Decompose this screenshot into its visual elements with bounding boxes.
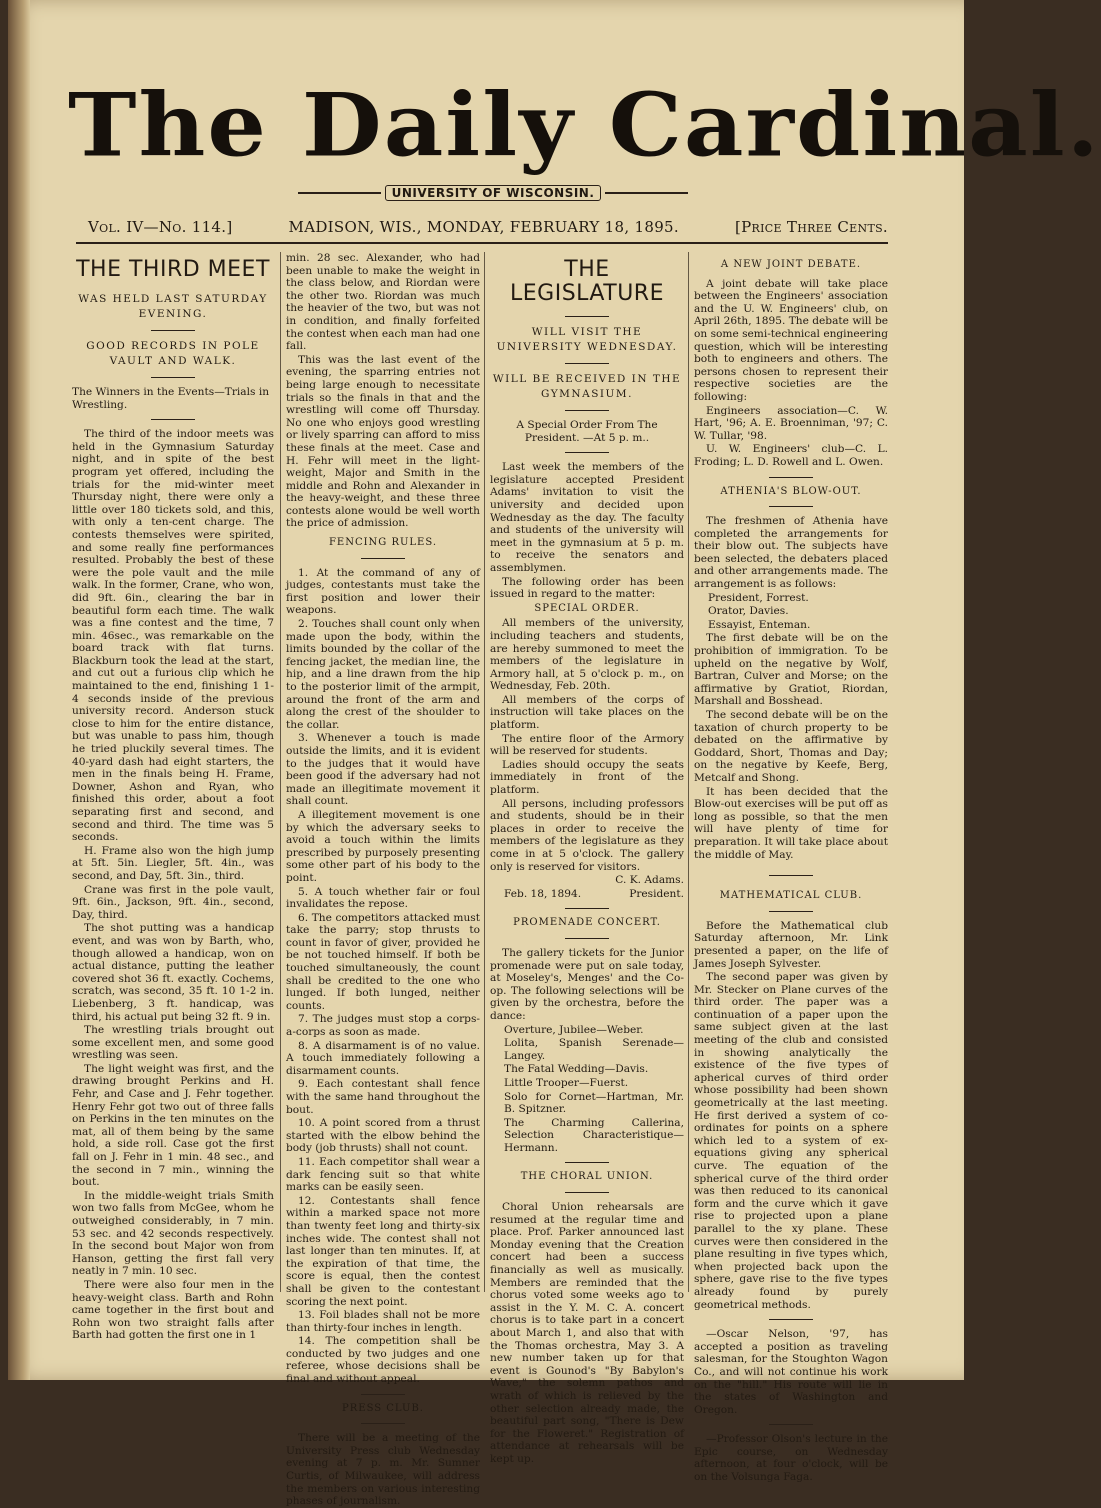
rule-item: 12. Contestants shall fence within a marked space not more than twenty feet long and thirty-six inches wide. The contest shall not last longer than ten minutes. If, at the expiration of that time, the score is equal, then the contest shall be given to the contestant scoring the next point. — [286, 1194, 480, 1308]
price: [Price Three Cents. — [735, 218, 888, 236]
headline-legislature: THE LEGISLATURE — [510, 257, 664, 306]
article-paragraph: Crane was first in the pole vault, 9ft. 6in., Jackson, 9ft. 4in., second, Day, third. — [72, 883, 274, 921]
deck: WILL VISIT THE UNIVERSITY WEDNESDAY. — [496, 326, 678, 353]
divider — [565, 452, 609, 453]
article-paragraph: The second paper was given by Mr. Stecker on Plane curves of the third order. The paper was a continuation of a paper upon the same subject given at the last meeting of the club and consisted in showing analytically the existence of the five types of apherical curves of third order whose possibility had been shown geometrically at the last meeting. He first derived a system of co-ordinates for points on a sphere which led to a system of ex-equations giving any spherical curve. The equation of the spherical curve of the third order was then reduced to its canonical form and the curve which it gave rise to projected upon a plane parallel to the xy plane. These curves were then considered in the plane resulting in five types which, when projected back upon the sphere, gave rise to the five types already found by purely geometrical methods. — [694, 971, 888, 1311]
article-paragraph: The third of the indoor meets was held in the Gymnasium Saturday night, and in spite of the best program yet offered, including the trials for the mid-winter meet Thursday night, there were only a little over 180 tickets sold, and this, with only a ten-cent charge. The contests themselves were spirited, and some really fine performances resulted. Probably the best of these were the pole vault and the mile walk. In the former, Crane, who won, did 9ft. 6in., clearing the bar in beautiful form each time. The walk was a fine contest and the time, 7 min. 46sec., was remarkable on the board track with flat turns. Blackburn took the lead at the start, and cut out a furious clip which he maintained to the end, finishing 1 1-4 seconds inside of the previous university record. Anderson stuck close to him for the entire distance, but was unable to pass him, though he tried pluckily several times. The 40-yard dash had eight starters, the men in the finals being H. Frame, Downer, Ashon and Ryan, who finished this order, about a foot separating first and second, and second and third. The time was 5 seconds. — [72, 428, 274, 844]
athenia-heading: ATHENIA'S BLOW-OUT. — [720, 485, 862, 497]
article-paragraph: Choral Union rehearsals are resumed at the regular time and place. Prof. Parker announced last Monday evening that the Creation concert had been a success financially as well as musically. Members are reminded that the chorus voted some weeks ago to assist in the Y. M. C. A. concert chorus is to take part in a concert about March 1, and also that with the Thomas orchestra, May 3. A new number taken up for that event is Gounod's "By Babylon's Wave," the solemn pathos and wrath of which is relieved by the other selection already made, the beautiful part song, "There is Dew for the Floweret." Registration of attendance at rehearsals will be kept up. — [490, 1201, 684, 1465]
divider — [361, 558, 405, 559]
program-item: Overture, Jubilee—Weber. — [504, 1023, 644, 1036]
divider — [361, 1423, 405, 1424]
choral-union-heading: THE CHORAL UNION. — [520, 1171, 654, 1183]
joint-debate-heading: A NEW JOINT DEBATE. — [720, 259, 862, 270]
divider — [565, 363, 609, 364]
article-paragraph: The first debate will be on the prohibition of immigration. To be upheld on the negative by Wolf, Bartran, Culver and Morse; on the affirmative by Gratiot, Riordan, Marshall and Bosshead. — [694, 632, 888, 708]
special-order-heading: SPECIAL ORDER. — [534, 602, 640, 614]
deck: GOOD RECORDS IN POLE VAULT AND WALK. — [86, 340, 260, 367]
column-1 — [72, 252, 274, 1342]
article-paragraph: The second debate will be on the taxation of church property to be debated on the affirmative by Goddard, Short, Thomas and Day; on the negative by Keefe, Berg, Metcalf and Shong. — [694, 709, 888, 784]
article-paragraph: The entire floor of the Armory will be reserved for students. — [490, 732, 684, 758]
news-item: —Professor Olson's lecture in the Epic course, on Wednesday afternoon, at four o'clock, will be on the Volsunga Faga. — [694, 1433, 888, 1484]
article-paragraph: min. 28 sec. Alexander, who had been unable to make the weight in the class below, and Riordan were the other two. Riordan was much the heavier of the two, but was not in condition, and finally forfeited the contest when each man had one fall. — [286, 252, 480, 353]
column-rule — [688, 252, 689, 1292]
article-paragraph: In the middle-weight trials Smith won two falls from McGee, whom he outweighed considerably, in 7 min. 53 sec. and 42 seconds respectively. In the second bout Major won from Hanson, getting the first fall very neatly in 7 min. 10 sec. — [72, 1189, 274, 1278]
program-item: The Fatal Wedding—Davis. — [504, 1063, 649, 1076]
divider — [769, 911, 813, 912]
divider — [565, 938, 609, 939]
article-paragraph: The light weight was first, and the drawing brought Perkins and H. Fehr, and Case and J. Fehr together. Henry Fehr got two out of three falls on Perkins in the ten minutes on the mat, all of them being by the same hold, a side roll. Case got the first fall on J. Fehr in 1 min. 48 sec., and the second in 7 min., winning the bout. — [72, 1062, 274, 1189]
list-item: Orator, Davies. — [708, 605, 789, 618]
signature: C. K. Adams. — [615, 874, 684, 887]
signature-line — [490, 888, 684, 901]
divider — [565, 316, 609, 317]
article-paragraph: Engineers association—C. W. Hart, '96; A. E. Broenniman, '97; C. W. Tullar, '98. — [694, 404, 888, 442]
dateline — [88, 214, 888, 240]
rule-item: 6. The competitors attacked must take the parry; stop thrusts to count in favor of giver, provided he be not touched himself. If both be touched simultaneously, the count shall be credited to the one who lunged. If both lunged, neither counts. — [286, 911, 480, 1012]
rule-item: 3. Whenever a touch is made outside the limits, and it is evident to the judges that it would have been good if the adversary had not made an illegitimate movement it shall count. — [286, 732, 480, 808]
signature-date: Feb. 18, 1894. — [504, 887, 582, 900]
binding-spine — [8, 0, 30, 1380]
deck-summary: The Winners in the Events—Trials in Wrestling. — [72, 386, 270, 411]
article-paragraph: It has been decided that the Blow-out exercises will be put off as long as possible, so that the men will have plenty of time for preparation. It will take place about the middle of May. — [694, 785, 888, 861]
deck-summary: A Special Order From The President. —At 5 p. m.. — [516, 419, 658, 444]
banner-rule-left — [298, 192, 381, 194]
mathematical-club-heading: MATHEMATICAL CLUB. — [719, 890, 863, 902]
deck: WILL BE RECEIVED IN THE GYMNASIUM. — [492, 373, 682, 400]
headline-third-meet: THE THIRD MEET — [76, 257, 270, 282]
signature-title: President. — [629, 887, 684, 900]
divider — [565, 908, 609, 909]
rule-item: 8. A disarmament is of no value. A touch immediately following a disarmament counts. — [286, 1039, 480, 1077]
divider — [151, 330, 195, 331]
program-item: Lolita, Spanish Serenade—Langey. — [504, 1037, 684, 1062]
rule-item: 2. Touches shall count only when made upon the body, within the limits bounded by the collar of the fencing jacket, the median line, the hip, and a line drawn from the hip to the posterior limit of the armpit, around the front of the arm and along the crest of the shoulder to the collar. — [286, 618, 480, 731]
column-3 — [490, 252, 684, 1465]
rule-item: 9. Each contestant shall fence with the same hand throughout the bout. — [286, 1078, 480, 1116]
column-rule — [484, 252, 485, 1292]
list-item: Essayist, Enteman. — [708, 618, 811, 631]
press-club-heading: PRESS CLUB. — [342, 1402, 424, 1414]
divider — [769, 1424, 813, 1425]
article-paragraph: The following order has been issued in regard to the matter: — [490, 575, 684, 601]
divider — [769, 875, 813, 876]
article-paragraph: All persons, including professors and students, should be in their places in order to receive the members of the legislature as they come in at 5 o'clock. The gallery only is reserved for visitors. — [490, 797, 684, 873]
fencing-rules-heading: FENCING RULES. — [328, 537, 438, 549]
article-paragraph: Before the Mathematical club Saturday afternoon, Mr. Link presented a paper, on the life of James Joseph Sylvester. — [694, 919, 888, 970]
article-paragraph: All members of the university, including teachers and students, are hereby summoned to meet the members of the legislature in Armory hall, at 5 o'clock p. m., on Wednesday, Feb. 20th. — [490, 617, 684, 693]
divider — [565, 1192, 609, 1193]
article-paragraph: This was the last event of the evening, the sparring entries not being large enough to necessitate trials so the finals in that and the wrestling will come off Thursday. No one who enjoys good wrestling or lively sparring can afford to miss these finals at the meet. Case and H. Fehr will meet in the light-weight, Major and Smith in the middle and Rohn and Alexander in the heavy-weight, and these three contests alone would be well worth the price of admission. — [286, 353, 480, 530]
article-paragraph: A joint debate will take place between the Engineers' association and the U. W. Engineers' club, on April 26th, 1895. The debate will be on some semi-technical engineering question, which will be interesting both to engineers and others. The persons chosen to represent their respective societies are the following: — [694, 277, 888, 403]
list-item: President, Forrest. — [708, 591, 809, 604]
article-paragraph: The gallery tickets for the Junior promenade were put on sale today, at Moseley's, Menges' and the Co-op. The following selections will be given by the orchestra, before the dance: — [490, 946, 684, 1022]
news-item: —Oscar Nelson, '97, has accepted a position as traveling salesman, for the Stoughton Wagon Co., and will not continue his work on the "hill." His route will lie in the states of Washington and Oregon. — [694, 1328, 888, 1416]
masthead-title: The Daily Cardinal. — [68, 73, 1101, 177]
rule-item: 7. The judges must stop a corps-a-corps as soon as made. — [286, 1013, 480, 1039]
article-paragraph: Ladies should occupy the seats immediately in front of the platform. — [490, 758, 684, 797]
rule-item: 11. Each competitor shall wear a dark fencing suit so that white marks can be easily seen. — [286, 1155, 480, 1194]
divider — [361, 1394, 405, 1395]
deck: WAS HELD LAST SATURDAY EVENING. — [78, 293, 268, 320]
column-2 — [286, 252, 480, 1508]
column-rule — [280, 252, 281, 1292]
divider — [769, 506, 813, 507]
article-paragraph: There will be a meeting of the University Press club Wednesday evening at 7 p. m. Mr. Sumner Curtis, of Milwaukee, will address the members on various interesting phases of journalism. — [286, 1432, 480, 1508]
promenade-heading: PROMENADE CONCERT. — [513, 917, 661, 929]
banner-rule-right — [605, 192, 688, 194]
divider — [151, 419, 195, 420]
university-banner — [298, 184, 688, 202]
rule-item: 1. At the command of any of judges, contestants must take the first position and lower their weapons. — [286, 566, 480, 617]
rule-item: 5. A touch whether fair or foul invalidates the repose. — [286, 885, 480, 911]
dateline-rule — [76, 242, 888, 244]
article-paragraph: The shot putting was a handicap event, and was won by Barth, who, though allowed a handicap, won on actual distance, putting the leather covered shot 36 ft. exactly. Cochems, scratch, was second, 35 ft. 10 1-2 in. Liebenberg, 3 ft. handicap, was third, his actual put being 32 ft. 9 in. — [72, 922, 274, 1023]
divider — [769, 477, 813, 478]
volume-number: Vol. IV—No. 114.] — [88, 218, 233, 236]
program-item: Solo for Cornet—Hartman, Mr. B. Spitzner. — [504, 1090, 684, 1116]
rule-item: 10. A point scored from a thrust started with the elbow behind the body (job thrusts) shall not count. — [286, 1117, 480, 1155]
article-paragraph: U. W. Engineers' club—C. L. Froding; L. D. Rowell and L. Owen. — [694, 443, 888, 468]
article-paragraph: H. Frame also won the high jump at 5ft. 5in. Liegler, 5ft. 4in., was second, and Day, 5ft. 3in., third. — [72, 844, 274, 882]
divider — [565, 1162, 609, 1163]
divider — [565, 410, 609, 411]
article-paragraph: There were also four men in the heavy-weight class. Barth and Rohn came together in the first bout and Rohn won two straight falls after Barth had gotten the first one in 1 — [72, 1278, 274, 1342]
rule-item: 14. The competition shall be conducted by two judges and one referee, whose decisions shall be final and without appeal. — [286, 1335, 480, 1386]
divider — [769, 1319, 813, 1320]
column-4 — [694, 252, 888, 1484]
rule-item: 13. Foil blades shall not be more than thirty-four inches in length. — [286, 1309, 480, 1334]
divider — [151, 377, 195, 378]
rule-item: A illegitement movement is one by which the adversary seeks to avoid a touch within the limits prescribed by purposely presenting some other part of his body to the point. — [286, 808, 480, 884]
place-date: MADISON, WIS., MONDAY, FEBRUARY 18, 1895. — [288, 218, 679, 236]
article-paragraph: Last week the members of the legislature accepted President Adams' invitation to visit the university and decided upon Wednesday as the day. The faculty and students of the university will meet in the gymnasium at 5 p. m. to receive the senators and assemblymen. — [490, 461, 684, 574]
article-paragraph: All members of the corps of instruction will take places on the platform. — [490, 693, 684, 732]
newspaper-page — [8, 0, 1101, 1508]
program-item: Little Trooper—Fuerst. — [504, 1076, 629, 1089]
university-name: UNIVERSITY OF WISCONSIN. — [385, 185, 602, 201]
program-item: The Charming Callerina, Selection Characteristique—Hermann. — [504, 1116, 684, 1154]
article-paragraph: The wrestling trials brought out some excellent men, and some good wrestling was seen. — [72, 1024, 274, 1062]
article-paragraph: The freshmen of Athenia have completed the arrangements for their blow out. The subjects have been selected, the debaters placed and other arrangements made. The arrangement is as follows: — [694, 515, 888, 591]
